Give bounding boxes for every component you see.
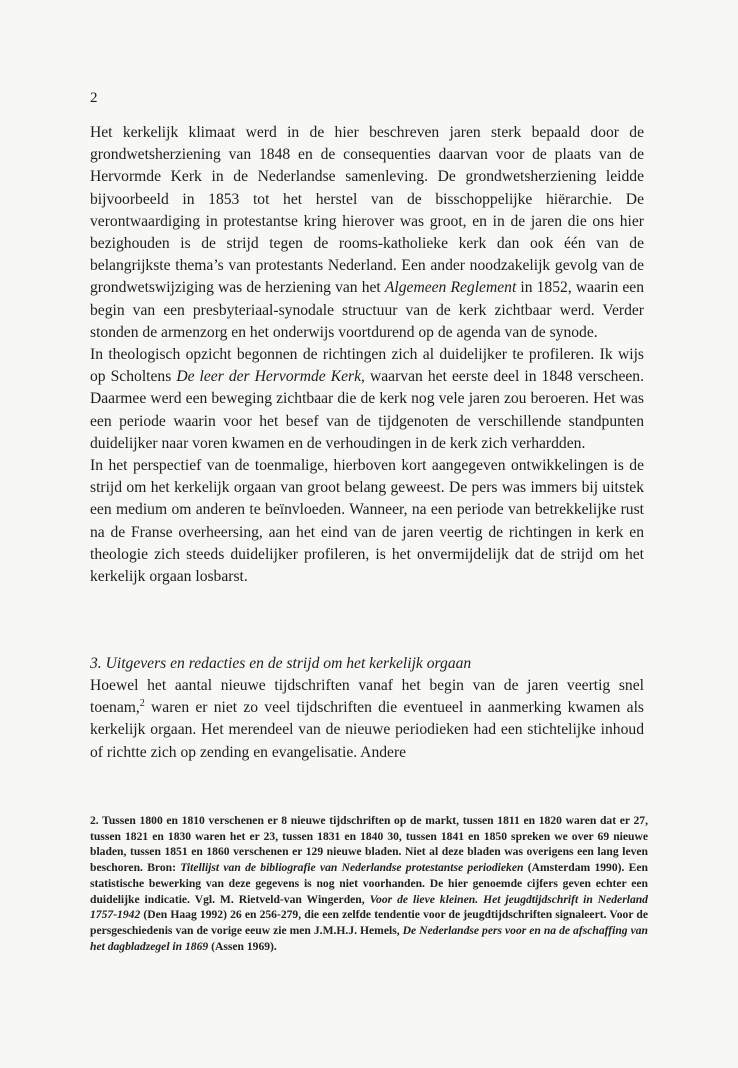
- paragraph-text: Hoewel het aantal nieuwe tijdschriften vanaf het begin van de jaren veertig snel toenam,: [90, 677, 644, 717]
- footnote-italic: Titellijst van de bibliografie van Nederlandse protestantse periodieken: [180, 861, 524, 875]
- footnote-paragraph: [90, 813, 648, 954]
- footnote: [90, 813, 648, 954]
- paragraph-text: waren er niet zo veel tijdschriften die eventueel in aanmerking kwamen als kerkelijk orgaan. Het merendeel van de nieuwe periodieken had een stichtelijke inhoud of richtte zich op zending en evangelisatie. Andere: [90, 699, 644, 761]
- body-text: [90, 122, 644, 588]
- italic-title: De leer der Hervormde Kerk: [176, 368, 362, 386]
- paragraph-text: , waarvan het eerste deel in 1848 verscheen. Daarmee werd een beweging zichtbaar die de kerk nog vele jaren zou beroeren. Het was een periode waarin voor het besef van de tijdgenoten de verschillende standpunten duidelijker naar voren kwamen en de verhoudingen in de kerk zich verhardden.: [90, 368, 644, 452]
- section-body: [90, 675, 644, 764]
- page-number: 2: [90, 90, 98, 106]
- footnote-text: (Assen 1969).: [208, 939, 277, 953]
- paragraph-text: in 1852, waarin een begin van een presbyteriaal-synodale structuur van de kerk zichtbaar werd. Verder stonden de armenzorg en het onderwijs voortdurend op de agenda van de synode.: [90, 279, 645, 341]
- footnote-text: 2. Tussen 1800 en 1810 verschenen er 8 nieuwe tijdschriften op de markt, tussen 1811 en 1820 waren dat er 27, tussen 1821 en 1830 waren het er 23, tussen 1831 en 1840 30, tussen 1841 en 1850 spreken we over 69 nieuwe bladen, tussen 1851 en 1860 verschenen er 129 nieuwe bladen. Niet al deze bladen was overigens een lang leven beschoren. Bron:: [90, 814, 648, 875]
- footnote-reference: 2: [139, 698, 145, 710]
- paragraph-text: Het kerkelijk klimaat werd in de hier beschreven jaren sterk bepaald door de grondwetsherziening van 1848 en de consequenties daarvan voor de plaats van de Hervormde Kerk in de Nederlandse samenleving. De grondwetsherziening leidde bijvoorbeeld in 1853 tot het herstel van de bisschoppelijke hiërarchie. De verontwaardiging in protestantse kring hierover was groot, en in de jaren die ons hier bezighouden is de strijd tegen de rooms-katholieke kerk dan ook één van de belangrijkste thema’s van protestants Nederland. Een ander noodzakelijk gevolg van de grondwetswijziging was de herziening van het: [90, 124, 644, 297]
- footnote-italic: De Nederlandse pers voor en na de afschaffing van het dagbladzegel in 1869: [90, 923, 648, 953]
- footnote-italic: Voor de lieve kleinen. Het jeugdtijdschrift in Nederland 1757-1942: [90, 892, 648, 922]
- paragraph-text: In het perspectief van de toenmalige, hierboven kort aangegeven ontwikkelingen is de strijd om het kerkelijk orgaan van groot belang geweest. De pers was immers bij uitstek een medium om anderen te beïnvloeden. Wanneer, na een periode van betrekkelijke rust na de Franse overheersing, aan het eind van de jaren veertig de richtingen in kerk en theologie zich steeds duidelijker profileren, is het onvermijdelijk dat de strijd om het kerkelijk orgaan losbarst.: [90, 457, 644, 586]
- section-paragraph: [90, 675, 644, 764]
- paragraph-2: [90, 344, 644, 455]
- footnote-text: (Den Haag 1992) 26 en 256-279, die een zelfde tendentie voor de jeugdtijdschriften signaleert. Voor de persgeschiedenis van de vorige eeuw zie men J.M.H.J. Hemels,: [90, 908, 648, 937]
- section-heading: 3. Uitgevers en redacties en de strijd om het kerkelijk orgaan: [90, 655, 472, 672]
- paragraph-1: [90, 122, 644, 344]
- footnote-text: (Amsterdam 1990). Een statistische bewerking van deze gegevens is nog niet voorhanden. De hier genoemde cijfers geven echter een duidelijke indicatie. Vgl. M. Rietveld-van Wingerden,: [90, 861, 649, 906]
- paragraph-text: In theologisch opzicht begonnen de richtingen zich al duidelijker te profileren. Ik wijs op Scholtens: [90, 346, 644, 386]
- paragraph-3: [90, 455, 644, 588]
- italic-title: Algemeen Reglement: [384, 279, 517, 297]
